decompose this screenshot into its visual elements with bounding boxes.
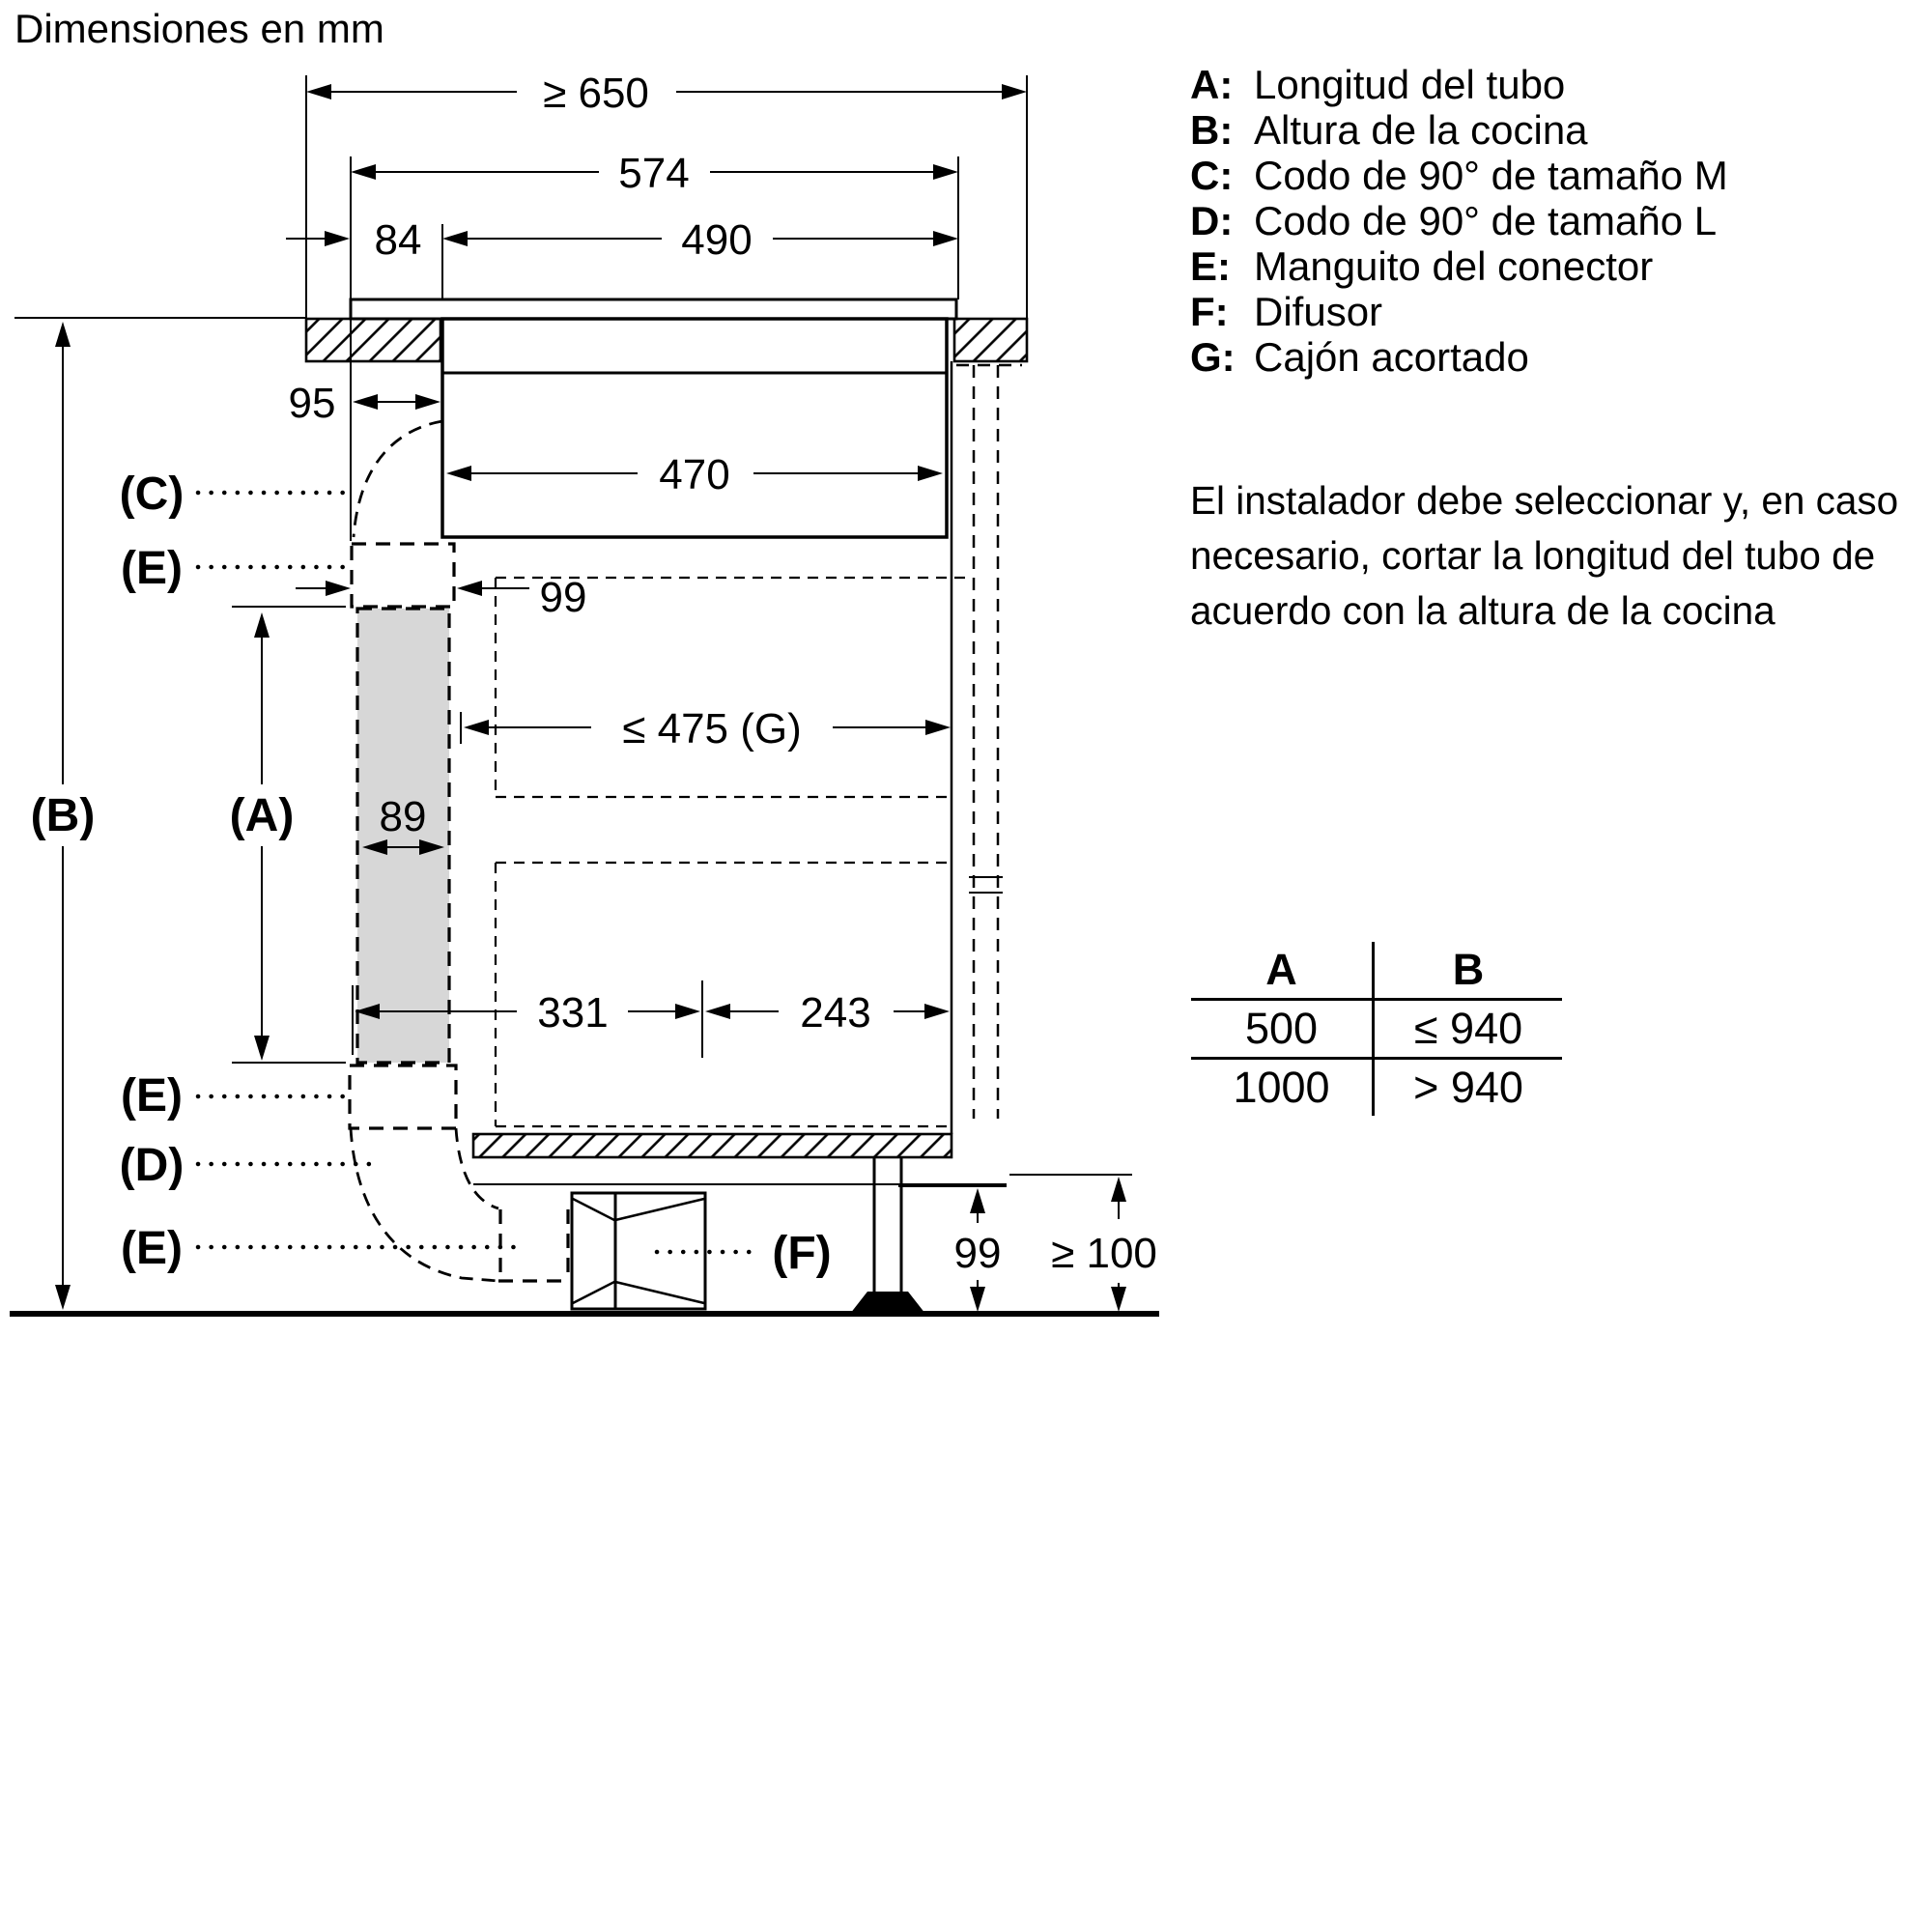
hob-glass bbox=[351, 299, 956, 319]
dim-475-label: ≤ 475 (G) bbox=[622, 705, 802, 753]
legend-key-A: A: bbox=[1190, 62, 1234, 107]
appliance-foot bbox=[850, 1157, 925, 1314]
dim-574-label: 574 bbox=[618, 150, 690, 197]
legend-item-F bbox=[1190, 289, 1728, 334]
legend-key-B: B: bbox=[1190, 107, 1234, 153]
legend-label-C: Codo de 90° de tamaño M bbox=[1254, 153, 1728, 198]
legend-key-E: E: bbox=[1190, 243, 1231, 289]
label-F: (F) bbox=[772, 1228, 832, 1279]
worktop-hatch-right bbox=[954, 319, 1027, 361]
connector-sleeve-bottom bbox=[350, 1065, 456, 1128]
dim-490-label: 490 bbox=[681, 216, 753, 264]
table-row bbox=[1191, 1000, 1562, 1059]
dim-B bbox=[31, 322, 96, 1310]
legend-label-E: Manguito del conector bbox=[1254, 243, 1654, 289]
installation-diagram bbox=[0, 0, 1169, 1401]
worktop-hatch-left bbox=[306, 319, 440, 361]
dim-470-label: 470 bbox=[659, 451, 730, 498]
label-E-mid: (E) bbox=[121, 1070, 183, 1122]
legend-key-C: C: bbox=[1190, 153, 1234, 198]
table-cell-a1: 500 bbox=[1191, 1000, 1374, 1059]
dim-89-label: 89 bbox=[379, 793, 427, 840]
dim-100-label: ≥ 100 bbox=[1051, 1230, 1157, 1277]
dim-475 bbox=[461, 705, 951, 753]
table-cell-a2: 1000 bbox=[1191, 1059, 1374, 1117]
table-header-b: B bbox=[1374, 942, 1563, 1000]
dim-650-label: ≥ 650 bbox=[543, 70, 649, 117]
page-title: Dimensiones en mm bbox=[14, 6, 384, 51]
legend-label-B: Altura de la cocina bbox=[1254, 107, 1588, 153]
legend-key-D: D: bbox=[1190, 198, 1234, 243]
label-E-bottom: (E) bbox=[121, 1223, 183, 1274]
table-row bbox=[1191, 1059, 1562, 1117]
cabinet-bottom-panel bbox=[473, 1134, 952, 1157]
table-cell-b2: > 940 bbox=[1413, 1063, 1523, 1112]
hob-body bbox=[442, 319, 947, 537]
ab-table bbox=[1191, 942, 1562, 1116]
table-cell-b1: ≤ 940 bbox=[1374, 1000, 1563, 1059]
dim-99-bottom-label: 99 bbox=[953, 1230, 1002, 1277]
connector-sleeve-horizontal bbox=[498, 1209, 572, 1281]
connector-sleeve-top bbox=[352, 544, 454, 607]
dim-95 bbox=[289, 380, 440, 427]
dim-99-top-label: 99 bbox=[539, 574, 587, 621]
table-header-a: A bbox=[1191, 942, 1374, 1000]
legend bbox=[1190, 62, 1728, 380]
dim-99-bottom bbox=[898, 1186, 1007, 1312]
legend-item-D bbox=[1190, 198, 1728, 243]
legend-item-A bbox=[1190, 62, 1728, 107]
legend-item-C bbox=[1190, 153, 1728, 198]
legend-key-F: F: bbox=[1190, 289, 1229, 334]
installer-note: El instalador debe seleccionar y, en caso necesario, cortar la longitud del tubo de acuerdo con la altura de la cocina bbox=[1190, 478, 1899, 633]
legend-item-E bbox=[1190, 243, 1728, 289]
label-D: (D) bbox=[119, 1140, 185, 1191]
legend-label-G: Cajón acortado bbox=[1254, 334, 1529, 380]
elbow-c-curve bbox=[354, 421, 442, 537]
legend-label-A: Longitud del tubo bbox=[1254, 62, 1566, 107]
legend-label-D: Codo de 90° de tamaño L bbox=[1254, 198, 1718, 243]
dim-100 bbox=[1009, 1175, 1157, 1312]
legend-key-G: G: bbox=[1190, 334, 1236, 380]
dim-84-label: 84 bbox=[374, 216, 422, 264]
dim-A bbox=[230, 607, 346, 1063]
legend-item-B bbox=[1190, 107, 1728, 153]
label-A: (A) bbox=[229, 790, 295, 841]
legend-label-F: Difusor bbox=[1254, 289, 1383, 334]
label-C: (C) bbox=[119, 469, 185, 520]
dim-331-label: 331 bbox=[537, 989, 609, 1037]
label-E-top: (E) bbox=[121, 543, 183, 594]
dim-95-label: 95 bbox=[288, 380, 336, 427]
legend-item-G bbox=[1190, 334, 1728, 380]
label-B: (B) bbox=[30, 790, 96, 841]
table-header-row bbox=[1191, 942, 1562, 1000]
dim-243-label: 243 bbox=[800, 989, 871, 1037]
